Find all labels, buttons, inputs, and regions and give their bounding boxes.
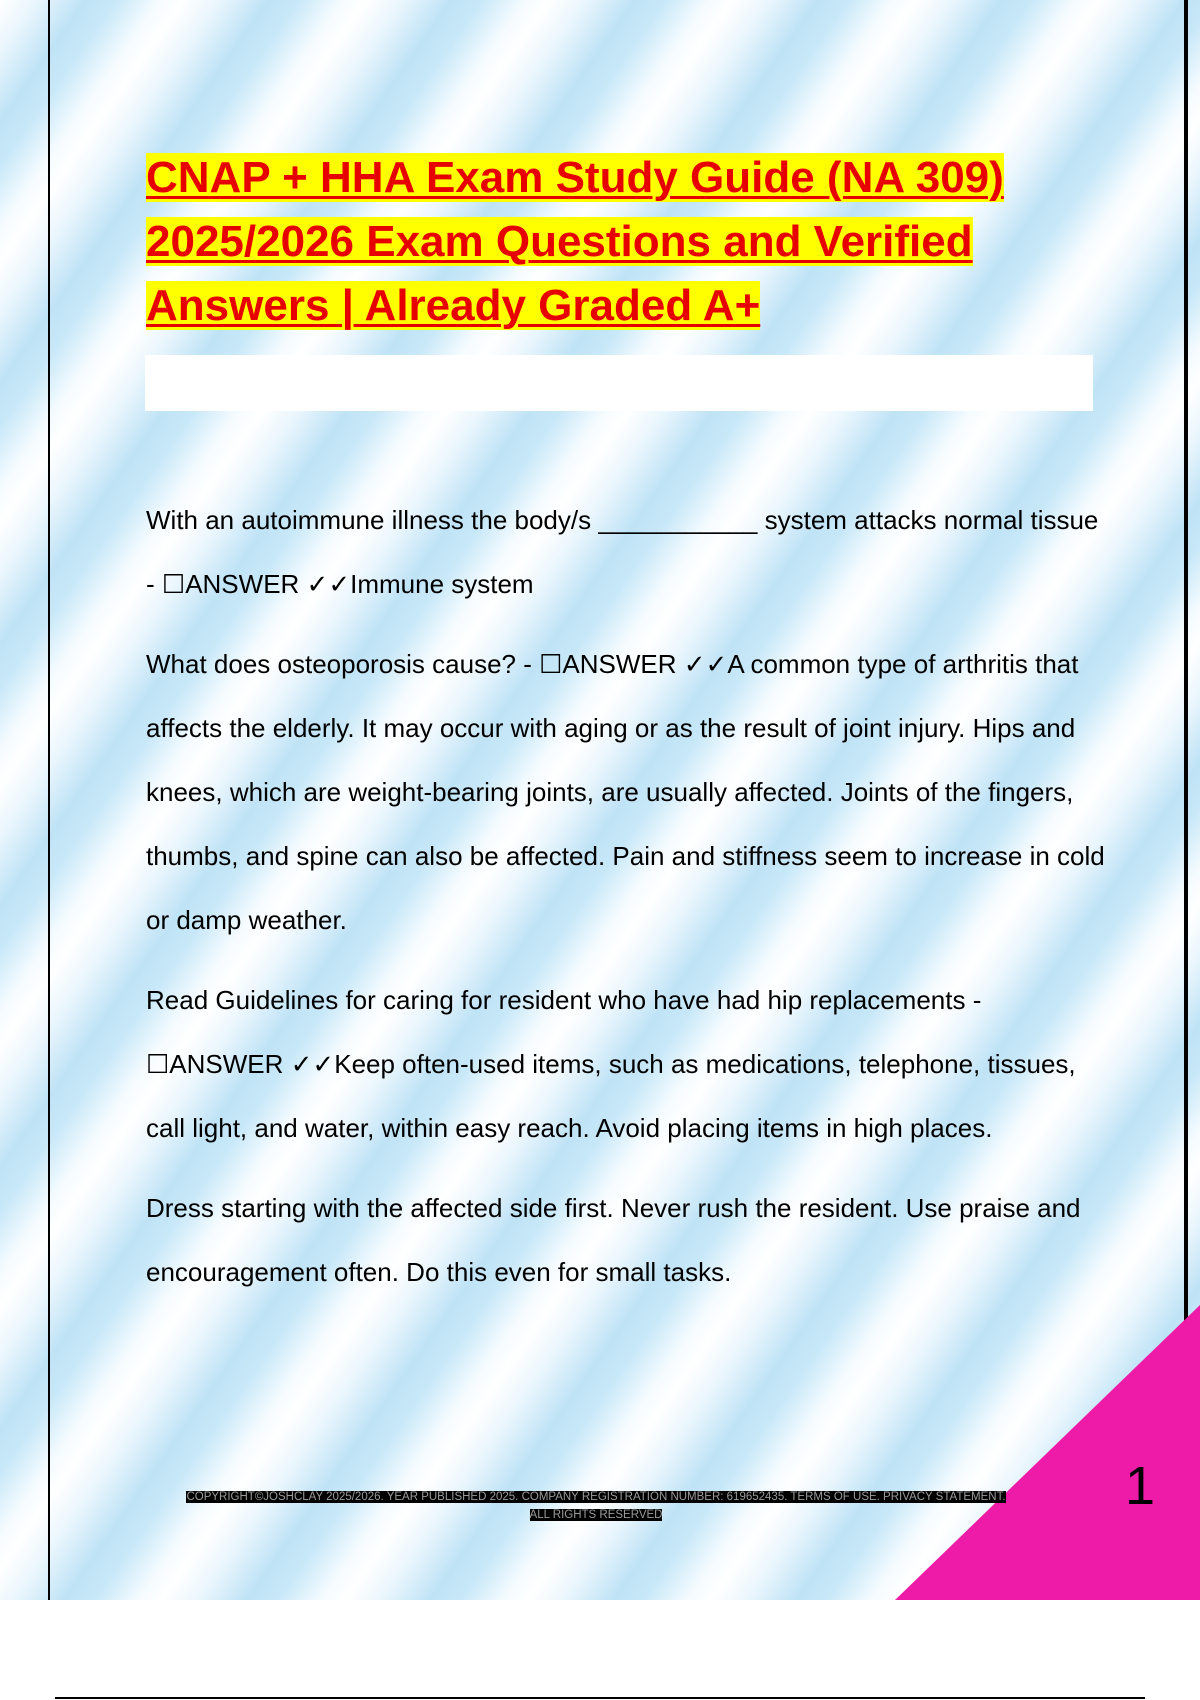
copyright-text: COPYRIGHT©JOSHCLAY 2025/2026. YEAR PUBLISHED 2025. COMPANY REGISTRATION NUMBER: 619652435. TERMS OF USE. PRIVACY STATEMENT. ALL RIGHTS RESERVED [186, 1491, 1006, 1521]
page-number: 1 [1125, 1456, 1156, 1516]
blank-white-box [145, 355, 1093, 411]
qa-paragraph-osteoporosis: What does osteoporosis cause? - ☐ANSWER ✓✓A common type of arthritis that affects the elderly. It may occur with aging or as the result of joint injury. Hips and knees, which are weight-bearing joints, are usually affected. Joints of the fingers, thumbs, and spine can also be affected. Pain and stiffness seem to increase in cold or damp weather. [146, 649, 1105, 935]
page-left-border [48, 0, 50, 1600]
document-title [146, 146, 1106, 338]
qa-paragraph-hip-replacement: Read Guidelines for caring for resident who have had hip replacements - ☐ANSWER ✓✓Keep often-used items, such as medications, telephone, tissues, call light, and water, within easy reach. Avoid placing items in high places. [146, 985, 1076, 1143]
qa-content [146, 488, 1106, 1320]
qa-paragraph-autoimmune: With an autoimmune illness the body/s ___________ system attacks normal tissue - ☐ANSWER ✓✓Immune system [146, 505, 1099, 599]
bottom-rule [55, 1697, 1145, 1699]
corner-triangle-decoration [895, 1305, 1200, 1600]
copyright-notice [176, 1488, 1016, 1524]
document-title-text: CNAP + HHA Exam Study Guide (NA 309) 2025/2026 Exam Questions and Verified Answers | Already Graded A+ [146, 153, 1004, 330]
qa-paragraph-dressing: Dress starting with the affected side first. Never rush the resident. Use praise and encouragement often. Do this even for small tasks. [146, 1193, 1081, 1287]
